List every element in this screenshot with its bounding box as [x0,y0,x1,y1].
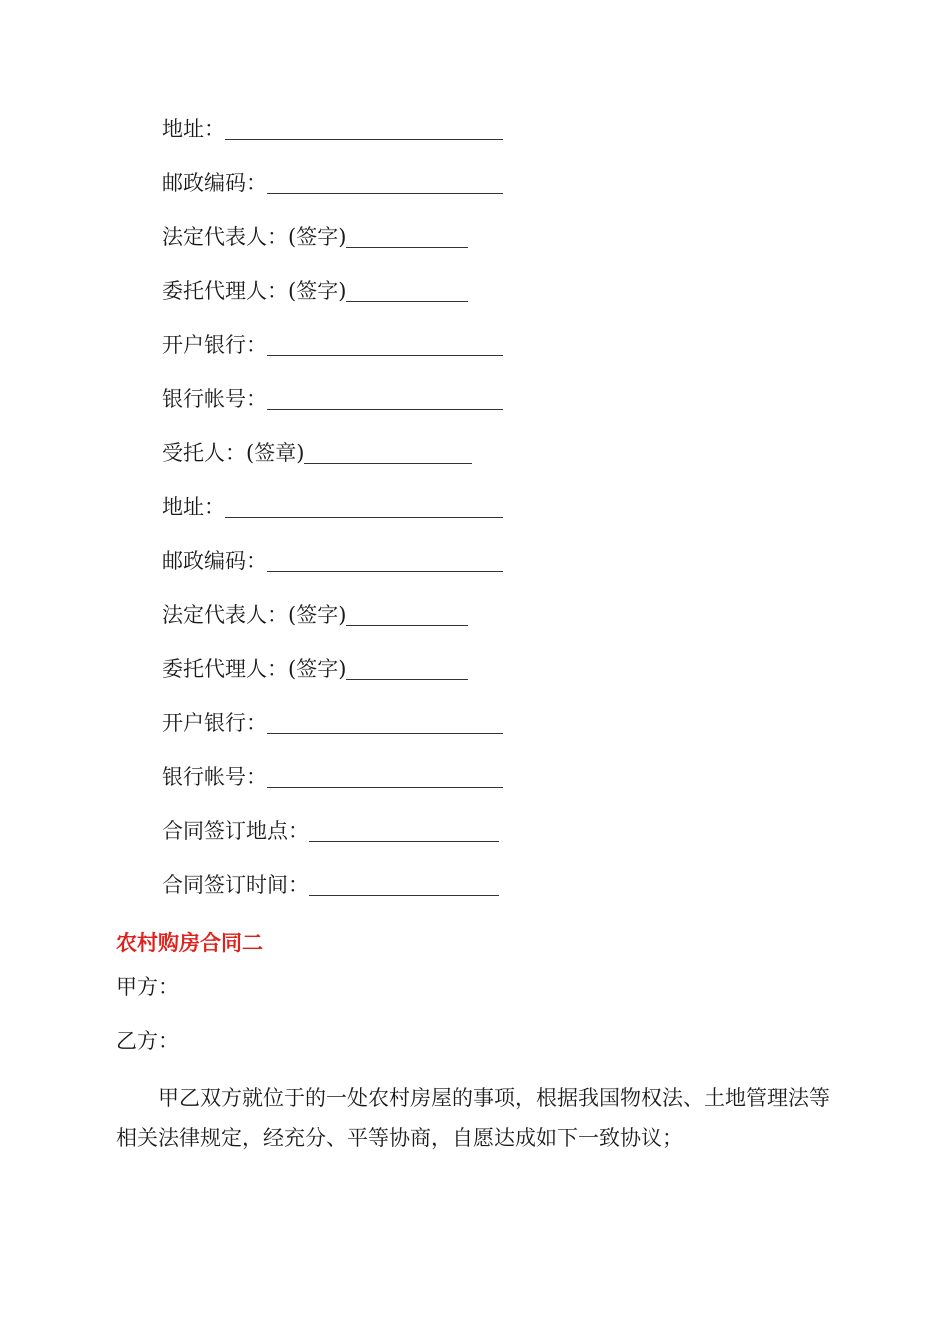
field-account-1 [162,384,503,414]
blank-line[interactable] [267,711,503,734]
field-label: 法定代表人：(签字) [162,603,347,627]
signature-line[interactable] [346,279,468,302]
blank-line[interactable] [225,117,503,140]
blank-line[interactable] [267,765,503,788]
field-sign-place [162,816,499,846]
signature-line[interactable] [346,225,468,248]
field-sign-time [162,870,499,900]
blank-line[interactable] [309,819,499,842]
field-legal-rep-1 [162,222,468,252]
field-label: 邮政编码： [162,549,267,573]
field-label: 银行帐号： [162,387,267,411]
field-bank-1 [162,330,503,360]
field-label: 合同签订时间： [162,873,309,897]
field-account-2 [162,762,503,792]
field-label: 委托代理人：(签字) [162,279,347,303]
field-trustee [162,438,472,468]
blank-line[interactable] [225,495,503,518]
field-postcode-2 [162,546,503,576]
field-address-2 [162,492,503,522]
field-legal-rep-2 [162,600,468,630]
field-label: 合同签订地点： [162,819,309,843]
field-agent-2 [162,654,468,684]
field-bank-2 [162,708,503,738]
field-label: 地址： [162,495,225,519]
blank-line[interactable] [267,549,503,572]
party-a-label: 甲方： [116,975,179,999]
blank-line[interactable] [267,171,503,194]
field-label: 受托人：(签章) [162,441,305,465]
intro-paragraph: 甲乙双方就位于的一处农村房屋的事项，根据我国物权法、土地管理法等相关法律规定，经充分、平等协商，自愿达成如下一致协议； [116,1086,830,1150]
signature-line[interactable] [346,657,468,680]
field-postcode-1 [162,168,503,198]
field-label: 开户银行： [162,333,267,357]
field-label: 银行帐号： [162,765,267,789]
signature-line[interactable] [346,603,468,626]
field-label: 法定代表人：(签字) [162,225,347,249]
blank-line[interactable] [267,333,503,356]
party-b-label: 乙方： [116,1029,179,1053]
field-address-1 [162,114,503,144]
field-label: 地址： [162,117,225,141]
signature-line[interactable] [304,441,472,464]
field-agent-1 [162,276,468,306]
section-heading: 农村购房合同二 [116,931,263,955]
blank-line[interactable] [309,873,499,896]
field-label: 委托代理人：(签字) [162,657,347,681]
field-label: 开户银行： [162,711,267,735]
blank-line[interactable] [267,387,503,410]
field-label: 邮政编码： [162,171,267,195]
